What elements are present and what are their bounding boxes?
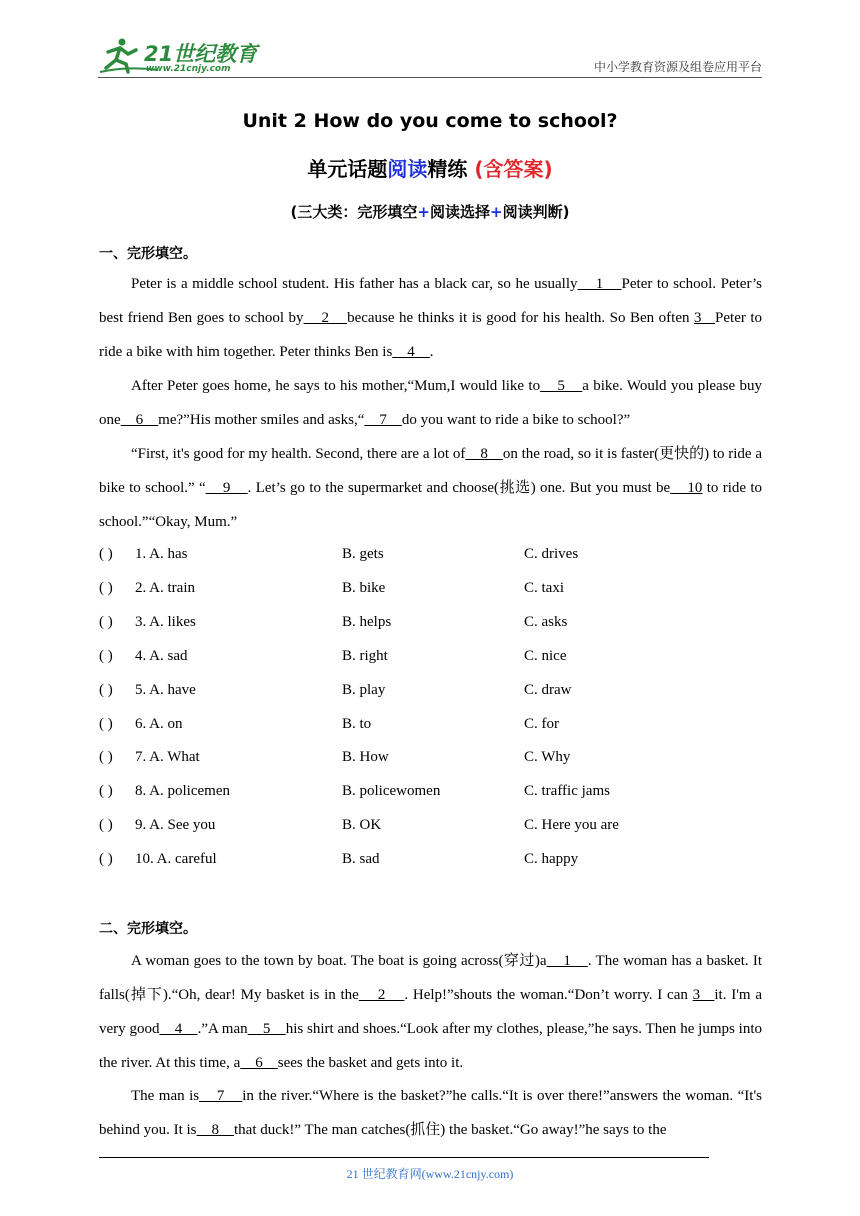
text: sees the basket and gets into it. (277, 1055, 464, 1071)
text: to ride to school.”“Okay, Mum.” (99, 480, 762, 530)
question-row (99, 716, 762, 736)
option-a: 1. A. has (135, 546, 188, 562)
answer-bracket[interactable]: ( ) (99, 546, 113, 562)
option-b: B. bike (342, 580, 386, 596)
header-divider (98, 77, 762, 78)
blank-8[interactable]: 8 (196, 1122, 234, 1138)
option-c: C. asks (524, 614, 568, 630)
text: The man is (131, 1088, 200, 1104)
option-b: B. sad (342, 851, 380, 867)
subtitle-answer-note: (含答案) (474, 157, 553, 181)
answer-bracket[interactable]: ( ) (99, 783, 113, 799)
option-c: C. drives (524, 546, 579, 562)
option-c: C. happy (524, 851, 579, 867)
option-a: 3. A. likes (135, 614, 196, 630)
option-c: C. Why (524, 749, 571, 765)
option-c: C. for (524, 716, 559, 732)
blank-2[interactable]: 2 (303, 310, 348, 326)
question-row (99, 546, 762, 566)
category-cloze: (三大类：完形填空 (290, 203, 418, 221)
option-a: 5. A. have (135, 682, 196, 698)
blank-5[interactable]: 5 (247, 1021, 286, 1037)
blank-3[interactable]: 3 (692, 987, 715, 1003)
blank-4[interactable]: 4 (392, 344, 430, 360)
option-c: C. Here you are (524, 817, 619, 833)
option-a: 6. A. on (135, 716, 183, 732)
option-c: C. draw (524, 682, 572, 698)
option-a: 9. A. See you (135, 817, 216, 833)
answer-bracket[interactable]: ( ) (99, 648, 113, 664)
category-reading-choice: 阅读选择 (429, 203, 490, 221)
question-row (99, 614, 762, 634)
question-row (99, 580, 762, 600)
answer-bracket[interactable]: ( ) (99, 682, 113, 698)
option-b: B. play (342, 682, 386, 698)
answer-bracket[interactable]: ( ) (99, 749, 113, 765)
text: a bike. Would you please buy one (99, 378, 762, 428)
answer-bracket[interactable]: ( ) (99, 716, 113, 732)
category-line (0, 201, 860, 222)
subtitle-part-1: 单元话题 (307, 157, 388, 181)
text: . Help!”shouts the woman.“Don’t worry. I can (404, 987, 693, 1003)
section-2-heading: 二、完形填空。 (99, 921, 197, 937)
footer-divider (99, 1157, 709, 1158)
option-b: B. right (342, 648, 388, 664)
option-b: B. How (342, 749, 389, 765)
blank-3[interactable]: 3 (694, 310, 716, 326)
option-b: B. to (342, 716, 372, 732)
option-a: 10. A. careful (135, 851, 217, 867)
text: A woman goes to the town by boat. The boat is going across(穿过)a (131, 953, 547, 969)
text: “First, it's good for my health. Second, there are a lot of (131, 446, 466, 462)
platform-label: 中小学教育资源及组卷应用平台 (593, 60, 762, 74)
option-c: C. traffic jams (524, 783, 610, 799)
blank-6[interactable]: 6 (240, 1055, 278, 1071)
answer-bracket[interactable]: ( ) (99, 851, 113, 867)
logo-text: 21世纪教育 (144, 42, 258, 66)
text: me?”His mother smiles and asks,“ (158, 412, 365, 428)
page-header (98, 36, 762, 80)
text: his shirt and shoes.“Look after my clothes, please,”he says. Then he jumps into the river. At this time, a (99, 1021, 763, 1071)
question-row (99, 783, 762, 803)
option-c: C. nice (524, 648, 567, 664)
blank-5[interactable]: 5 (540, 378, 583, 394)
question-row (99, 749, 762, 769)
question-row (99, 817, 762, 837)
answer-bracket[interactable]: ( ) (99, 817, 113, 833)
section-1-heading: 一、完形填空。 (99, 246, 197, 262)
blank-10[interactable]: 10 (670, 480, 703, 496)
footer-link[interactable]: 21 世纪教育网(www.21cnjy.com) (346, 1167, 514, 1181)
option-b: B. gets (342, 546, 384, 562)
text: . Let’s go to the supermarket and choose(挑选) one. But you must be (247, 480, 671, 496)
answer-bracket[interactable]: ( ) (99, 580, 113, 596)
text: Peter to school. Peter’s best friend Ben goes to school by (99, 276, 763, 326)
text: .”A man (197, 1021, 248, 1037)
option-a: 7. A. What (135, 749, 200, 765)
text: it. I'm a very good (99, 987, 763, 1037)
text: Peter to ride a bike with him together. Peter thinks Ben is (99, 310, 763, 360)
question-row (99, 682, 762, 702)
section-1-paragraph-2 (99, 369, 762, 437)
blank-8[interactable]: 8 (465, 446, 503, 462)
blank-4[interactable]: 4 (159, 1021, 198, 1037)
option-b: B. helps (342, 614, 392, 630)
category-plus-1: + (417, 203, 430, 221)
text: because he thinks it is good for his health. So Ben often (347, 310, 694, 326)
question-row (99, 648, 762, 668)
text: Peter is a middle school student. His father has a black car, so he usually (131, 276, 578, 292)
blank-7[interactable]: 7 (364, 412, 402, 428)
option-a: 8. A. policemen (135, 783, 230, 799)
section-2-paragraph-1 (99, 944, 762, 1080)
subtitle-part-2: 精练 (427, 157, 468, 181)
logo-url: www.21cnjy.com (146, 64, 231, 74)
text: do you want to ride a bike to school?” (401, 412, 631, 428)
text: . The woman has a basket. It falls(掉下).“Oh, dear! My basket is in the (99, 953, 763, 1003)
blank-9[interactable]: 9 (205, 480, 248, 496)
question-row (99, 851, 762, 871)
option-a: 2. A. train (135, 580, 195, 596)
option-c: C. taxi (524, 580, 564, 596)
text: . (429, 344, 434, 360)
section-2-paragraph-2 (99, 1079, 762, 1147)
text: in the river.“Where is the basket?”he calls.“It is over there!”answers the woman. “It's behind you. It is (99, 1088, 762, 1138)
site-logo[interactable] (98, 36, 268, 76)
blank-7[interactable]: 7 (199, 1088, 243, 1104)
answer-bracket[interactable]: ( ) (99, 614, 113, 630)
category-reading-judge: 阅读判断) (502, 203, 570, 221)
section-1-paragraph-1 (99, 267, 762, 369)
section-1-paragraph-3 (99, 437, 762, 539)
option-b: B. policewomen (342, 783, 441, 799)
category-plus-2: + (490, 203, 503, 221)
unit-title: Unit 2 How do you come to school? (242, 110, 618, 132)
option-a: 4. A. sad (135, 648, 188, 664)
text: on the road, so it is faster(更快的) to ride a bike to school.” “ (99, 446, 762, 496)
blank-1[interactable]: 1 (546, 953, 588, 969)
subtitle (0, 153, 860, 182)
blank-1[interactable]: 1 (577, 276, 622, 292)
blank-6[interactable]: 6 (120, 412, 159, 428)
text: After Peter goes home, he says to his mother,“Mum,I would like to (131, 378, 541, 394)
blank-2[interactable]: 2 (358, 987, 405, 1003)
option-b: B. OK (342, 817, 382, 833)
text: that duck!” The man catches(抓住) the basket.“Go away!”he says to the (234, 1122, 667, 1138)
subtitle-part-reading: 阅读 (387, 157, 428, 181)
